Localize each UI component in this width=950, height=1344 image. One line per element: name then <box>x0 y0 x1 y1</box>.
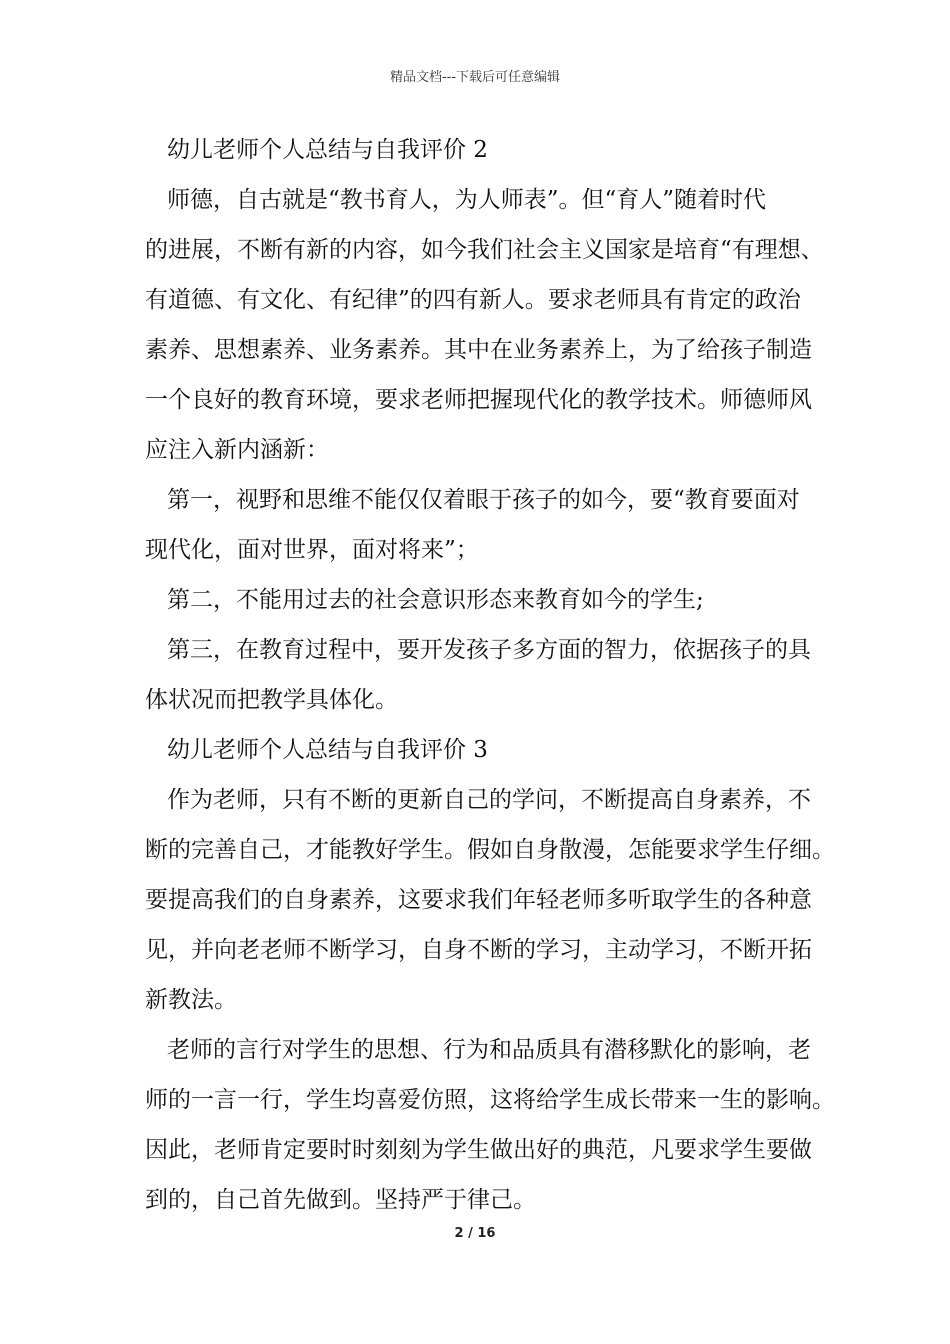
text-line: 第三，在教育过程中，要开发孩子多方面的智力，依据孩子的具 <box>167 637 811 663</box>
text-line: 见，并向老老师不断学习，自身不断的学习，主动学习，不断开拓 <box>145 937 812 963</box>
text-line: 素养、思想素养、业务素养。其中在业务素养上，为了给孩子制造 <box>145 337 812 363</box>
text-line: 幼儿老师个人总结与自我评价 2 <box>167 137 488 163</box>
text-line: 有道德、有文化、有纪律”的四有新人。要求老师具有肯定的政治 <box>145 287 801 313</box>
page-number: 2 / 16 <box>454 1226 496 1241</box>
text-line: 作为老师，只有不断的更新自己的学问，不断提高自身素养，不 <box>167 787 811 813</box>
document-body <box>145 125 835 1225</box>
text-line: 断的完善自己，才能教好学生。假如自身散漫，怎能要求学生仔细。 <box>145 837 835 863</box>
text-line: 体状况而把教学具体化。 <box>145 687 398 713</box>
text-line: 第二，不能用过去的社会意识形态来教育如今的学生; <box>167 587 704 613</box>
text-line: 因此，老师肯定要时时刻刻为学生做出好的典范，凡要求学生要做 <box>145 1137 812 1163</box>
text-line: 到的，自己首先做到。坚持严于律己。 <box>145 1187 536 1213</box>
text-line: 幼儿老师个人总结与自我评价 3 <box>167 737 488 763</box>
text-line: 师德，自古就是“教书育人，为人师表”。但“育人”随着时代 <box>167 187 767 213</box>
text-line: 应注入新内涵新： <box>145 437 329 463</box>
text-line: 一个良好的教育环境，要求老师把握现代化的教学技术。师德师风 <box>145 387 812 413</box>
text-line: 要提高我们的自身素养，这要求我们年轻老师多听取学生的各种意 <box>145 887 812 913</box>
text-line: 现代化，面对世界，面对将来”； <box>145 537 479 563</box>
text-line: 新教法。 <box>145 987 237 1013</box>
text-line: 老师的言行对学生的思想、行为和品质具有潜移默化的影响，老 <box>167 1037 811 1063</box>
text-line: 师的一言一行，学生均喜爱仿照，这将给学生成长带来一生的影响。 <box>145 1087 835 1113</box>
text-line: 的进展，不断有新的内容，如今我们社会主义国家是培育“有理想、 <box>145 237 824 263</box>
text-line: 第一，视野和思维不能仅仅着眼于孩子的如今，要“教育要面对 <box>167 487 800 513</box>
document-header: 精品文档---下载后可任意编辑 <box>389 70 561 85</box>
